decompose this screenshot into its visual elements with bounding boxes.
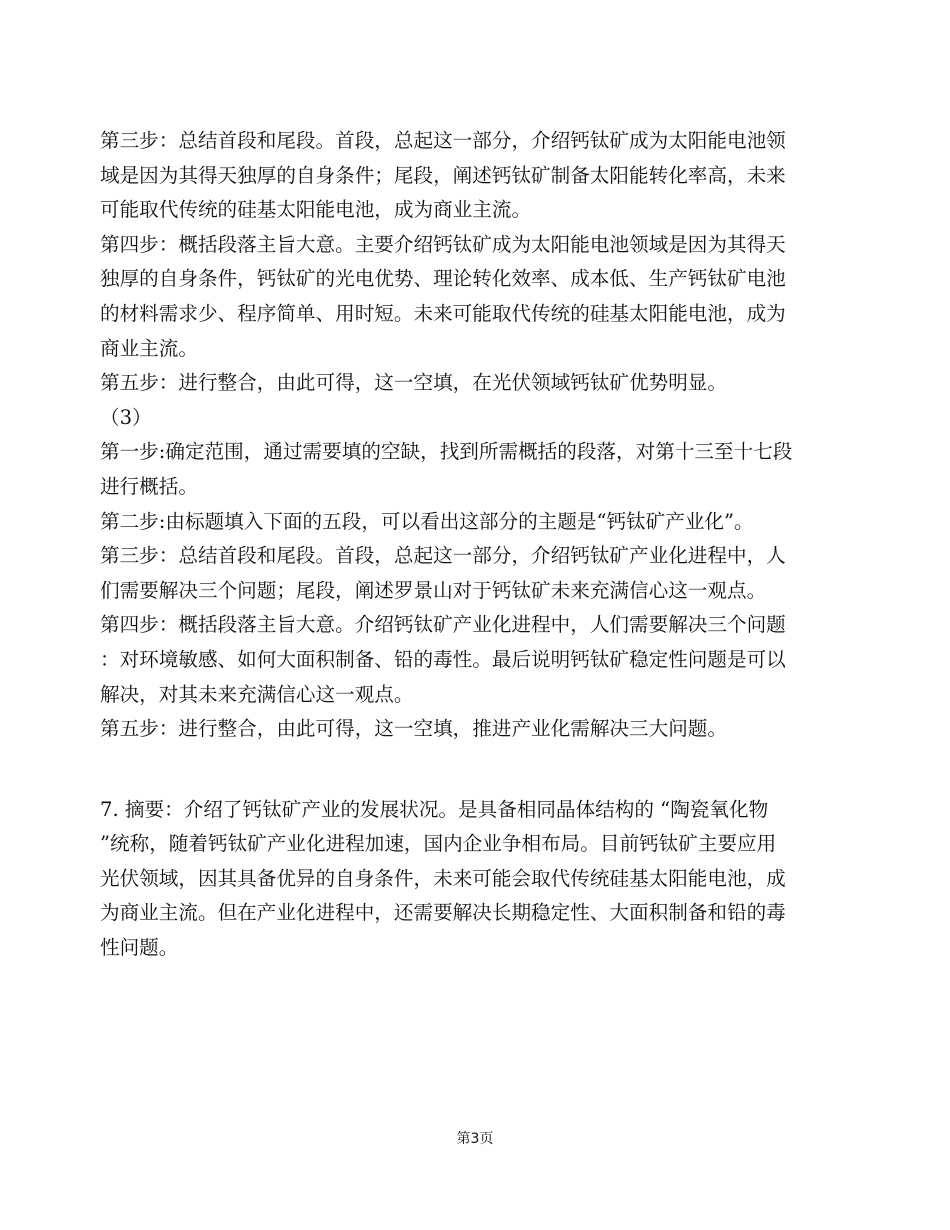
step-four-paragraph: 第四步：概括段落主旨大意。介绍钙钛矿产业化进程中，人们需要解决三个问题 ：对环境敏感、如何大面积制备、铅的毒性。最后说明钙钛矿稳定性问题是可以 解决，对其未来充满信心这一观点。 <box>100 613 786 706</box>
paragraph-spacer <box>100 747 870 793</box>
step-two-paragraph: 第二步:由标题填入下面的五段，可以看出这部分的主题是“钙钛矿产业化”。 <box>100 509 754 533</box>
step-four-paragraph: 第四步：概括段落主旨大意。主要介绍钙钛矿成为太阳能电池领域是因为其得天 独厚的自身条件，钙钛矿的光电优势、理论转化效率、成本低、生产钙钛矿电池 的材料需求少、程序简单、用时短。未来可能取代传统的硅基太阳能电池，成为 商业主流。 <box>100 232 786 360</box>
summary-paragraph: 7. 摘要：介绍了钙钛矿产业的发展状况。是具备相同晶体结构的 “陶瓷氧化物 ”统称，随着钙钛矿产业化进程加速，国内企业争相布局。目前钙钛矿主要应用 光伏领域，因其具备优异的自身条件，未来可能会取代传统硅基太阳能电池，成 为商业主流。但在产业化进程中，还需要解决长期稳定性、大面积制备和铅的毒 性问题。 <box>100 797 786 960</box>
step-five-paragraph: 第五步：进行整合，由此可得，这一空填，在光伏领域钙钛矿优势明显。 <box>100 371 727 395</box>
step-three-paragraph: 第三步：总结首段和尾段。首段，总起这一部分，介绍钙钛矿产业化进程中，人 们需要解决三个问题；尾段，阐述罗景山对于钙钛矿未来充满信心这一观点。 <box>100 544 786 602</box>
section-label: （3） <box>100 405 152 429</box>
page-number: 第3页 <box>456 1131 494 1147</box>
step-three-paragraph: 第三步：总结首段和尾段。首段，总起这一部分，介绍钙钛矿成为太阳能电池领 域是因为其得天独厚的自身条件；尾段，阐述钙钛矿制备太阳能转化率高，未来 可能取代传统的硅基太阳能电池，成为商业主流。 <box>100 129 786 222</box>
step-one-paragraph: 第一步:确定范围，通过需要填的空缺，找到所需概括的段落，对第十三至十七段 进行概括。 <box>100 440 793 498</box>
step-five-paragraph: 第五步：进行整合，由此可得，这一空填，推进产业化需解决三大问题。 <box>100 717 727 741</box>
document-body <box>100 124 870 966</box>
